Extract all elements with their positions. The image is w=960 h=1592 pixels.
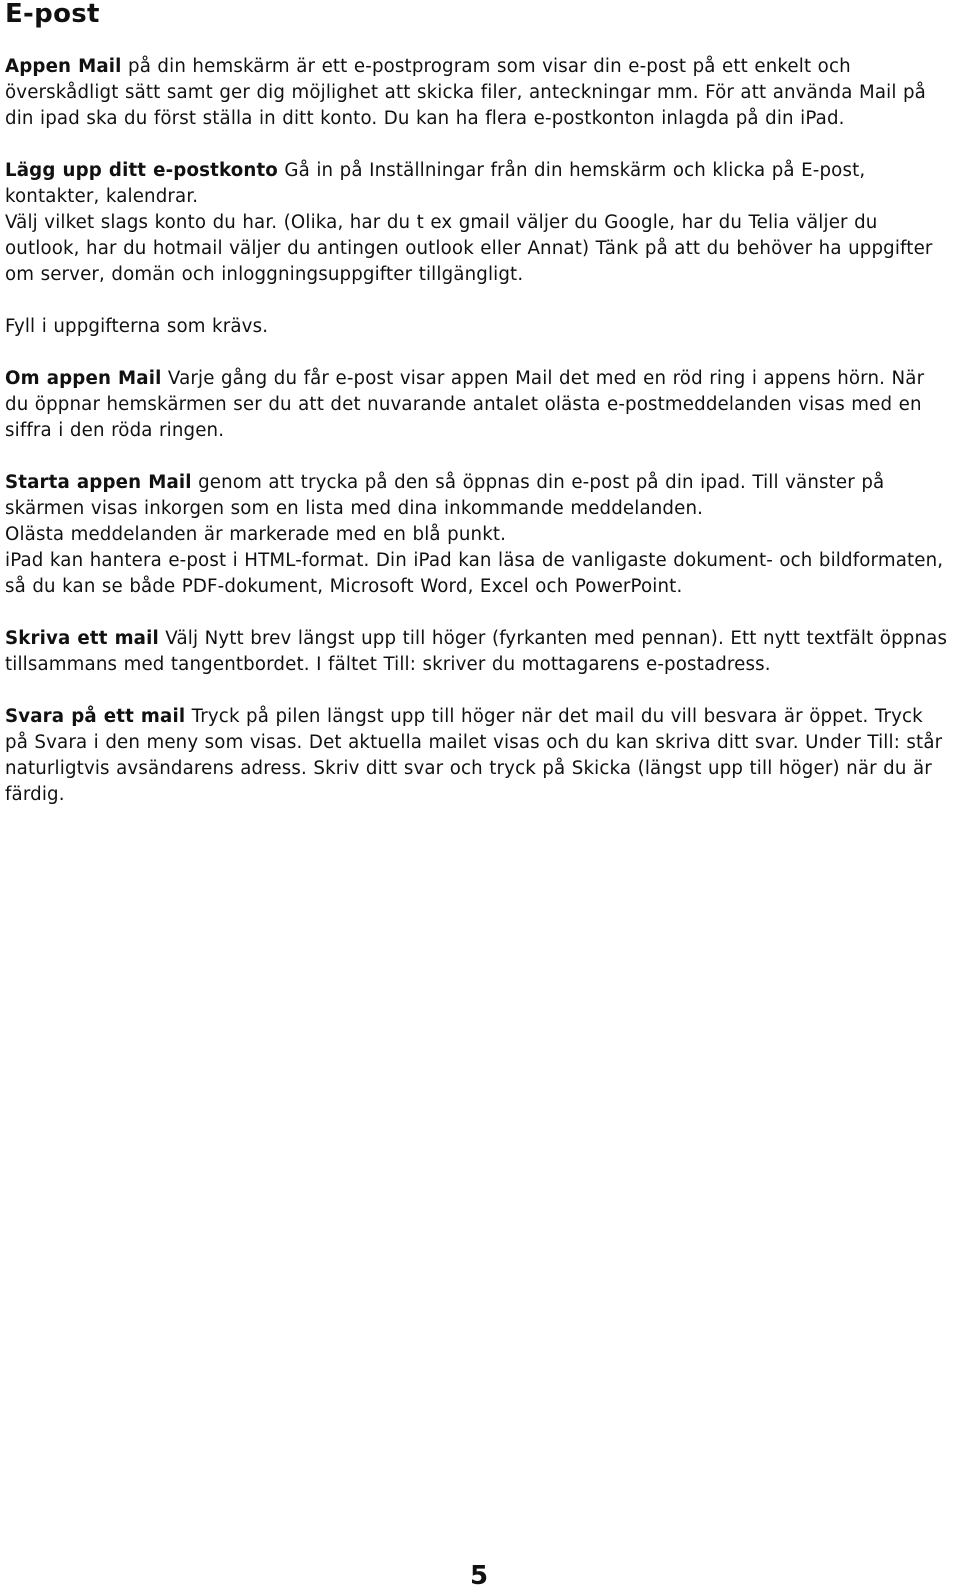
setup-paragraph	[5, 158, 950, 210]
start-app-lead: Starta appen Mail	[5, 472, 192, 493]
about-app-paragraph	[5, 366, 950, 444]
start-app-paragraph	[5, 470, 950, 522]
html-format-paragraph: iPad kan hantera e-post i HTML-format. Din iPad kan läsa de vanligaste dokument- och bildformaten, så du kan se både PDF-dokument, Microsoft Word, Excel och PowerPoint.	[5, 550, 944, 597]
page-title: E-post	[5, 0, 100, 29]
write-mail-lead: Skriva ett mail	[5, 628, 159, 649]
about-app-lead: Om appen Mail	[5, 368, 162, 389]
reply-mail-paragraph	[5, 704, 950, 808]
account-type-paragraph: Välj vilket slags konto du har. (Olika, har du t ex gmail väljer du Google, har du Telia väljer du outlook, har du hotmail väljer du antingen outlook eller Annat) Tänk på att du behöver ha uppgifter om server, domän och inloggningsuppgifter tillgängligt.	[5, 212, 933, 285]
intro-text: på din hemskärm är ett e-postprogram som visar din e-post på ett enkelt och överskådligt sätt samt ger dig möjlighet att skicka filer, anteckningar mm. För att använda Mail på din ipad ska du först ställa in ditt konto. Du kan ha flera e-postkonton inlagda på din iPad.	[5, 56, 926, 129]
write-mail-text: Välj Nytt brev längst upp till höger (fyrkanten med pennan). Ett nytt textfält öppnas tillsammans med tangentbordet. I fältet Till: skriver du mottagarens e-postadress.	[5, 628, 948, 675]
document-page	[5, 0, 950, 808]
write-mail-paragraph	[5, 626, 950, 678]
intro-lead: Appen Mail	[5, 56, 122, 77]
reply-mail-text: Tryck på pilen längst upp till höger när det mail du vill besvara är öppet. Tryck på Svara i den meny som visas. Det aktuella mailet visas och du kan skriva ditt svar. Under Till: står naturligtvis avsändarens adress. Skriv ditt svar och tryck på Skicka (längst upp till höger) när du är färdig.	[5, 706, 943, 805]
setup-text: Gå in på Inställningar från din hemskärm och klicka på E-post, kontakter, kalendrar.	[5, 160, 866, 207]
unread-paragraph: Olästa meddelanden är markerade med en blå punkt.	[5, 524, 507, 545]
about-app-text: Varje gång du får e-post visar appen Mail det med en röd ring i appens hörn. När du öppnar hemskärmen ser du att det nuvarande antalet olästa e-postmeddelanden visas med en siffra i den röda ringen.	[5, 368, 925, 441]
setup-lead: Lägg upp ditt e-postkonto	[5, 160, 278, 181]
reply-mail-lead: Svara på ett mail	[5, 706, 186, 727]
intro-paragraph	[5, 54, 950, 132]
fill-in-paragraph: Fyll i uppgifterna som krävs.	[5, 316, 269, 337]
page-number: 5	[470, 1561, 489, 1591]
start-app-text: genom att trycka på den så öppnas din e-post på din ipad. Till vänster på skärmen visas inkorgen som en lista med dina inkommande meddelanden.	[5, 472, 885, 519]
